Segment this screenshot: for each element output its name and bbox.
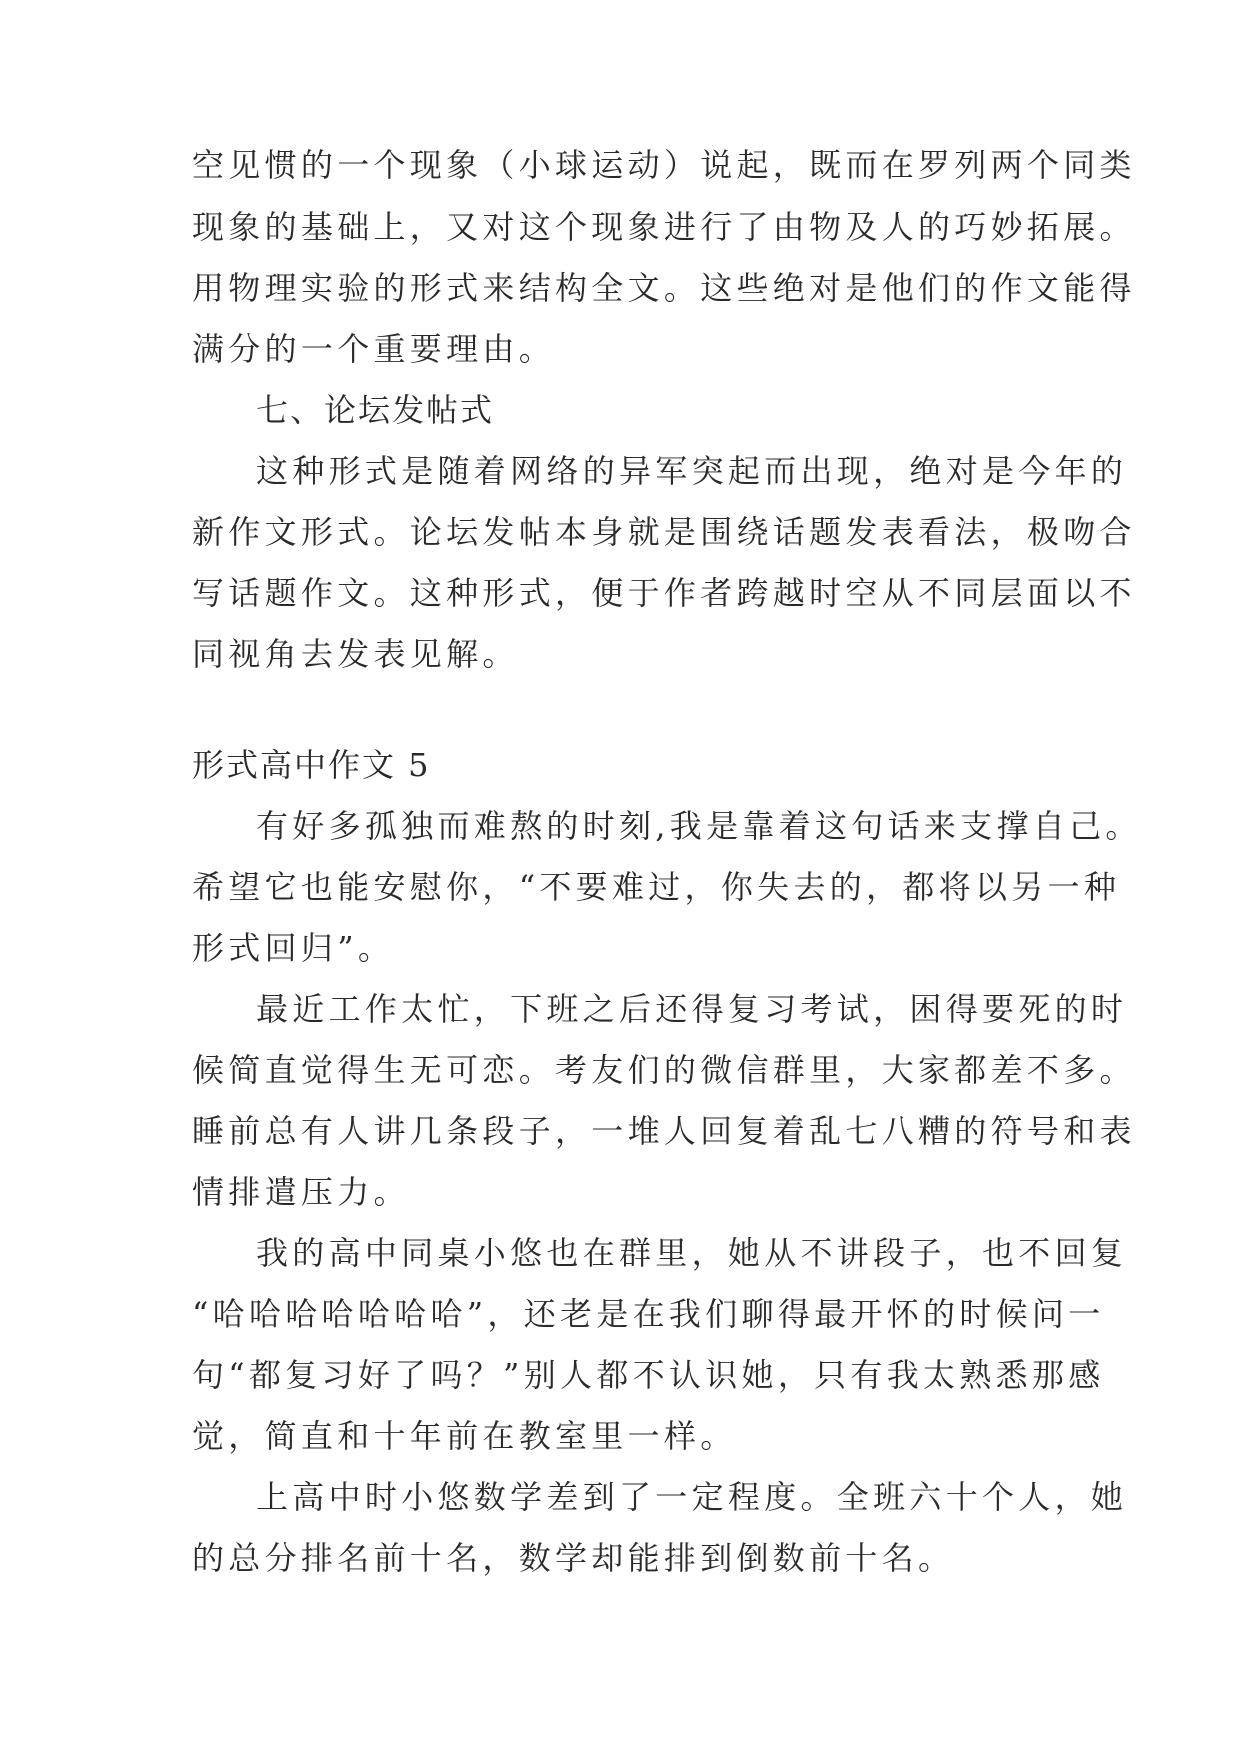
text-line: 满分的一个重要理由。 bbox=[192, 330, 556, 368]
text-line: 候简直觉得生无可恋。考友们的微信群里，大家都差不多。 bbox=[192, 1051, 1136, 1089]
text-line: “哈哈哈哈哈哈哈”，还老是在我们聊得最开怀的时候问一 bbox=[192, 1295, 1105, 1333]
text-line: 觉，简直和十年前在教室里一样。 bbox=[192, 1417, 737, 1455]
text-line: 写话题作文。这种形式，便于作者跨越时空从不同层面以不 bbox=[192, 574, 1136, 612]
text-line: 希望它也能安慰你，“不要难过，你失去的，都将以另一种 bbox=[192, 868, 1121, 906]
text-line: 我的高中同桌小悠也在群里，她从不讲段子，也不回复 bbox=[256, 1234, 1128, 1272]
text-line: 上高中时小悠数学差到了一定程度。全班六十个人，她 bbox=[256, 1478, 1128, 1516]
text-line: 的总分排名前十名，数学却能排到倒数前十名。 bbox=[192, 1539, 955, 1577]
text-line: 情排遣压力。 bbox=[192, 1173, 410, 1211]
text-line: 睡前总有人讲几条段子，一堆人回复着乱七八糟的符号和表 bbox=[192, 1112, 1136, 1150]
text-line: 空见惯的一个现象（小球运动）说起，既而在罗列两个同类 bbox=[192, 146, 1136, 184]
text-line: 用物理实验的形式来结构全文。这些绝对是他们的作文能得 bbox=[192, 269, 1136, 307]
section-heading: 七、论坛发帖式 bbox=[256, 391, 495, 429]
text-line: 句“都复习好了吗？”别人都不认识她，只有我太熟悉那感 bbox=[192, 1356, 1105, 1394]
text-line: 现象的基础上，又对这个现象进行了由物及人的巧妙拓展。 bbox=[192, 208, 1136, 246]
article-title: 形式高中作文 5 bbox=[192, 746, 431, 784]
text-line: 新作文形式。论坛发帖本身就是围绕话题发表看法，极吻合 bbox=[192, 513, 1136, 551]
text-line: 同视角去发表见解。 bbox=[192, 635, 519, 673]
text-line: 有好多孤独而难熬的时刻,我是靠着这句话来支撑自己。 bbox=[256, 807, 1142, 845]
text-line: 形式回归”。 bbox=[192, 929, 395, 967]
text-line: 这种形式是随着网络的异军突起而出现，绝对是今年的 bbox=[256, 452, 1128, 490]
text-line: 最近工作太忙，下班之后还得复习考试，困得要死的时 bbox=[256, 990, 1128, 1028]
